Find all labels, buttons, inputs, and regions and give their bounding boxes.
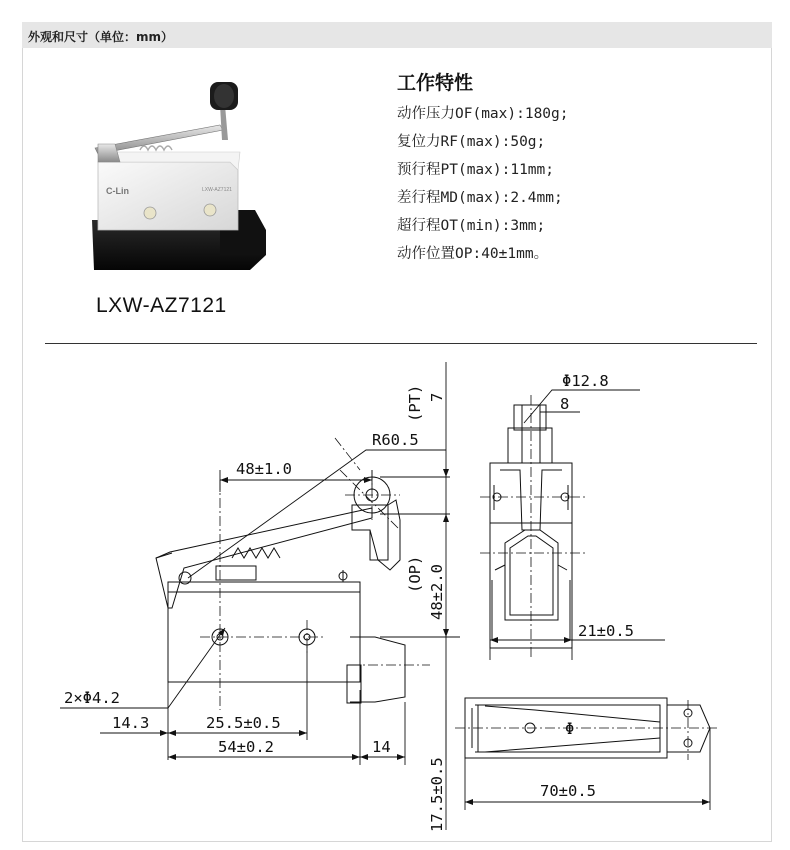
front-centerlines: [200, 438, 430, 710]
dim-hole-symbol: Φ: [565, 720, 575, 738]
dim-pt-label: (PT): [406, 384, 424, 422]
spec-item-op: 动作位置OP:40±1mm。: [397, 246, 549, 262]
dim-roller-width: 8: [560, 395, 570, 413]
spec-item-of: 动作压力OF(max):180g;: [397, 106, 569, 122]
dim-side-width: 21±0.5: [578, 622, 634, 640]
dim-op-label: (OP): [406, 555, 424, 593]
dim-holes: 2×Φ4.2: [64, 689, 120, 707]
spec-title: 工作特性: [397, 72, 474, 94]
brand-logo: C-Lin: [106, 186, 129, 196]
dim-roller-diameter: Φ12.8: [562, 372, 609, 390]
dim-offset-left: 14.3: [112, 714, 150, 732]
front-view: [156, 477, 405, 703]
dim-hole-spacing: 25.5±0.5: [206, 714, 281, 732]
spec-item-pt: 预行程PT(max):11mm;: [397, 162, 554, 178]
spec-item-ot: 超行程OT(min):3mm;: [397, 218, 546, 234]
dim-pt-value: 7: [428, 392, 446, 402]
spec-item-rf: 复位力RF(max):50g;: [397, 134, 546, 150]
dim-plunger-width: 14: [372, 738, 391, 756]
arrowheads: [160, 469, 449, 760]
dim-op-value: 48±2.0: [428, 564, 446, 620]
dim-lever-length: 48±1.0: [236, 460, 292, 478]
dim-side-height: 17.5±0.5: [428, 757, 446, 832]
dim-body-width: 54±0.2: [218, 738, 274, 756]
product-model-label: LXW-AZ7121: [96, 294, 227, 317]
dim-radius: R60.5: [372, 431, 419, 449]
header-title: 外观和尺寸（单位：mm）: [28, 30, 174, 44]
body-model-label: LXW-AZ7121: [202, 187, 232, 193]
dim-total-length: 70±0.5: [540, 782, 596, 800]
plunger-housing: [350, 637, 405, 702]
spec-item-md: 差行程MD(max):2.4mm;: [397, 190, 563, 206]
